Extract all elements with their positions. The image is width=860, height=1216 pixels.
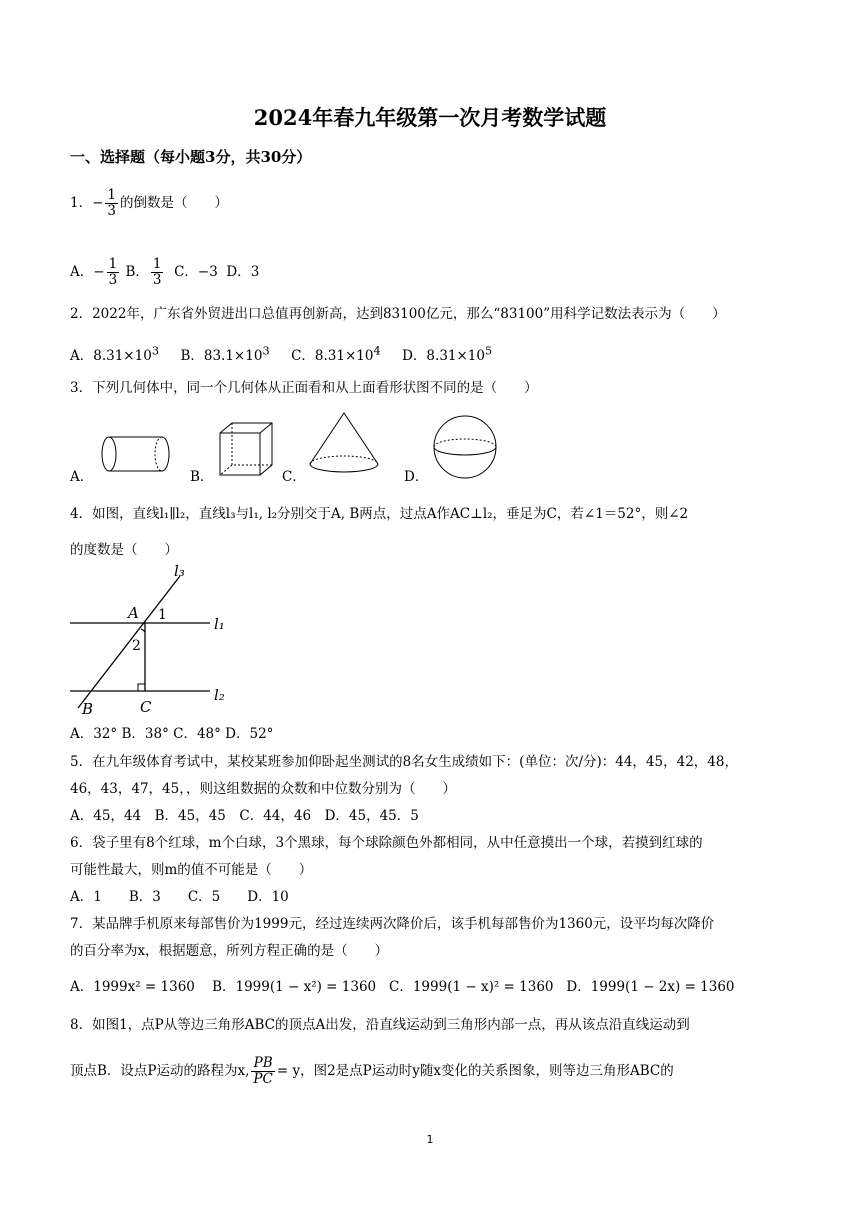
q1-minus: −: [92, 195, 104, 211]
cone-figure: [304, 410, 384, 476]
q1-number: 1．: [70, 195, 93, 211]
q3-label-d: D．: [404, 469, 429, 485]
label-b: B: [82, 700, 94, 718]
q1-option-a: A．: [70, 264, 94, 280]
q5-options: A．45，44 B．45，45 C．44，46 D．45，45．5: [70, 808, 419, 824]
q1-option-c: C．−3: [174, 264, 218, 280]
cylinder-figure: [100, 432, 176, 478]
q4-options: A．32° B．38° C．48° D．52°: [70, 726, 274, 742]
question-4-cont: 的度数是（ ）: [70, 542, 178, 558]
question-7: 7．某品牌手机原来每部售价为1999元，经过连续两次降价后，该手机每部售价为1360元，设平均每次降价: [70, 916, 715, 932]
q3-label-a: A．: [70, 469, 94, 485]
question-5-cont: 46，43，47，45，，则这组数据的众数和中位数分别为（ ）: [70, 781, 456, 797]
q2-option-d: D．$8.31\times 10^5$: [402, 344, 493, 364]
question-3: 3．下列几何体中，同一个几何体从正面看和从上面看形状图不同的是（ ）: [70, 380, 538, 396]
q1-option-b: B．: [125, 264, 149, 280]
label-angle-1: 1: [158, 607, 167, 623]
cube-figure: [216, 420, 276, 480]
label-l2: l₂: [214, 686, 225, 704]
q2-options: [70, 342, 492, 365]
question-2: 2．2022年，广东省外贸进出口总值再创新高，达到83100亿元，那么“83100”用科学记数法表示为（ ）: [70, 306, 726, 322]
q7-option-c: C．1999(1 − x)² = 1360: [389, 979, 554, 995]
question-5: 5．在九年级体育考试中，某校某班参加仰卧起坐测试的8名女生成绩如下：(单位：次/分)：44，45，42，48，: [70, 754, 738, 770]
parallel-lines-figure: [68, 562, 238, 718]
q1-fraction: $\frac{1}{3}$: [107, 187, 116, 219]
q1-stem: 的倒数是（ ）: [120, 195, 228, 211]
question-1: [70, 188, 228, 219]
q7-option-d: D．1999(1 − 2x) = 1360: [566, 979, 735, 995]
question-6-cont: 可能性最大，则m的值不可能是（ ）: [70, 862, 313, 878]
q3-label-b: B．: [190, 469, 214, 485]
section-heading: 一、选择题（每小题3分，共30分）: [70, 148, 312, 166]
label-l3: l₃: [174, 562, 185, 580]
question-8: 8．如图1，点P从等边三角形ABC的顶点A出发，沿直线运动到三角形内部一点，再从该点沿直线运动到: [70, 1017, 690, 1033]
q2-option-a: A．$8.31\times 10^3$: [70, 344, 159, 364]
page-number: 1: [426, 1133, 434, 1146]
q1-options: A．− $\frac{1}{3}$ B． $\frac{1}{3}$ C．−3 D．3: [70, 256, 260, 288]
question-8-cont: 顶点B．设点P运动的路程为x, $\frac{PB}{PC}$ = y，图2是点P运动时y随x变化的关系图象，则等边三角形ABC的: [70, 1055, 674, 1087]
question-4: 4．如图，直线l₁∥l₂，直线l₃与l₁, l₂分别交于A, B两点，过点A作AC⊥l₂，垂足为C，若∠1＝52°，则∠2: [70, 506, 689, 522]
q7-options: [70, 978, 735, 996]
q7-option-b: B．1999(1 − x²) = 1360: [212, 979, 377, 995]
q3-label-c: C．: [282, 469, 306, 485]
label-l1: l₁: [214, 615, 225, 633]
q8-fraction: $\frac{PB}{PC}$: [253, 1055, 273, 1087]
q1-option-d: D．3: [226, 264, 260, 280]
page-title: 2024年春九年级第一次月考数学试题: [253, 105, 607, 130]
q2-option-b: B．$83.1\times 10^3$: [180, 344, 270, 364]
sphere-figure: [430, 412, 500, 482]
q2-option-c: C．$8.31\times 10^4$: [291, 344, 381, 364]
question-7-cont: 的百分率为x，根据题意，所列方程正确的是（ ）: [70, 943, 389, 959]
label-a: A: [128, 604, 139, 622]
question-6: 6．袋子里有8个红球，m个白球，3个黑球，每个球除颜色外都相同，从中任意摸出一个球，若摸到红球的: [70, 835, 703, 851]
q7-option-a: A．1999x² = 1360: [70, 979, 195, 995]
label-c: C: [140, 698, 152, 716]
label-angle-2: 2: [132, 638, 141, 654]
q6-options: A．1 B．3 C．5 D．10: [70, 889, 289, 905]
